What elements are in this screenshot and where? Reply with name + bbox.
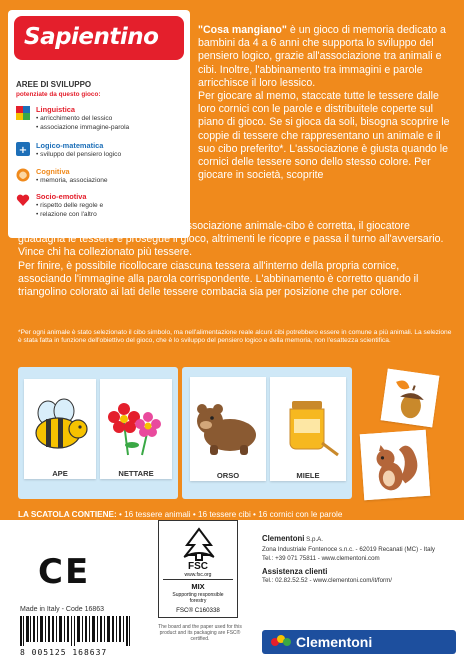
brain-icon	[16, 168, 30, 182]
sapientino-logo	[14, 16, 184, 60]
fsc-logo-text: FSC	[188, 561, 208, 572]
intro-paragraph	[198, 24, 458, 90]
fsc-tree-icon	[181, 527, 217, 561]
barcode-icon	[20, 616, 132, 646]
frame-label-nettare: NETTARE	[118, 469, 154, 478]
area-name: Logico-matematica	[36, 141, 104, 150]
game-description-continued	[18, 220, 454, 299]
frame-label-orso: ORSO	[216, 471, 240, 480]
language-blocks-icon	[16, 106, 30, 120]
made-in-text: Made in Italy - Code 16863	[20, 606, 105, 613]
frame-card	[190, 377, 266, 481]
areas-title: AREE DI SVILUPPO	[16, 80, 92, 89]
math-icon	[16, 142, 30, 156]
area-points	[36, 151, 121, 160]
fsc-note: The board and the paper used for this product and its packaging are FSC® certified.	[158, 624, 242, 642]
heart-icon	[16, 193, 30, 207]
box-contents	[18, 510, 342, 519]
area-point: • sviluppo del pensiero logico	[36, 151, 121, 160]
acorn-tile	[381, 369, 440, 428]
clementoni-mark-icon	[270, 633, 292, 651]
clementoni-logo	[262, 630, 456, 654]
area-name: Cognitiva	[36, 167, 70, 176]
area-point: • arricchimento del lessico	[36, 115, 129, 124]
area-points	[36, 202, 103, 219]
area-point: • memoria, associazione	[36, 177, 108, 186]
area-point: • relazione con l'altro	[36, 211, 103, 220]
company-name: Clementoni	[262, 534, 305, 543]
clementoni-logo-text: Clementoni	[296, 634, 373, 650]
area-point: • associazione immagine-parola	[36, 124, 129, 133]
honey-jar-illustration	[272, 389, 344, 459]
fsc-url: www.fsc.org	[184, 572, 212, 578]
squirrel-tile	[360, 430, 430, 500]
bee-illustration	[26, 389, 94, 459]
company-address: Zona Industriale Fontenoce s.n.c. - 62019 Recanati (MC) - Italy	[262, 545, 435, 553]
frame-card	[270, 377, 346, 481]
company-contact	[262, 534, 462, 586]
areas-subtitle: potenziate da questo gioco:	[16, 91, 101, 98]
fsc-divider	[163, 579, 233, 580]
fsc-mix-sub: Supporting responsible forestry	[172, 592, 224, 604]
fsc-certification	[158, 520, 238, 618]
assist-contact: Tel.: 02.82.52.52 - www.clementoni.com/it/form/	[262, 577, 392, 585]
area-points	[36, 177, 108, 186]
turn-paragraph: una coppia di tessere a turno. Se l'associazione animale-cibo è corretta, il giocatore guadagna le tessere e prosegue il gioco, altrimenti le ricopre e passa il turno all'avversario. Vince chi ha collezionato più tessere.	[18, 220, 444, 259]
area-name: Socio-emotiva	[36, 192, 87, 201]
company-suffix: S.p.A.	[304, 536, 324, 543]
development-areas-panel	[8, 10, 190, 238]
logo-text: Sapientino	[24, 24, 159, 50]
footnote: *Per ogni animale è stato selezionato il cibo simbolo, ma nell'alimentazione reale alcuni cibi potrebbero essere in comune a più animali. La selezione è stata fatta in funzione dell'obiettivo del gioco, che è lo sviluppo del pensiero logico e della memoria, non l'esattezza scientifica.	[18, 329, 452, 345]
intro-text: è un gioco di memoria dedicato a bambini da 4 a 6 anni che supporta lo sviluppo del pensiero logico, grazie all'associazione tra animali e cibi. Inoltre, l'abbinamento tra immagini e parole arricchisce il loro lessico.	[198, 24, 446, 89]
legal-strip	[0, 520, 464, 660]
game-description	[198, 24, 458, 182]
area-points	[36, 115, 129, 132]
company-name-line	[262, 534, 462, 545]
frame-label-ape: APE	[52, 469, 68, 478]
fsc-mix: MIX	[191, 582, 205, 591]
box-contents-items: • 16 tessere animali • 16 tessere cibi • 16 cornici con le parole	[118, 510, 343, 519]
bear-illustration	[192, 389, 264, 459]
flowers-illustration	[102, 389, 170, 459]
frame-card	[100, 379, 172, 479]
area-name: Linguistica	[36, 105, 76, 114]
svg-text:+: +	[18, 145, 28, 156]
frame-scene-right	[182, 367, 352, 499]
frame-scene-left	[18, 367, 178, 499]
fsc-code: FSC® C160338	[176, 607, 220, 614]
company-phone: Tel.: +39 071 75811 - www.clementoni.com	[262, 555, 380, 563]
frame-card	[24, 379, 96, 479]
barcode-number: 8 005125 168637	[20, 648, 108, 657]
rules-paragraph: Per giocare al memo, staccate tutte le tessere dalle loro cornici con le parole e distribuitele coperte sul piano di gioco. Se si gioca da soli, bisogna scoprire le coppie di tessere che rappresentano un animale e il suo cibo preferito*. L'associazione è giusta quando le cornici delle tessere sono dello stesso colore. Per giocare in società, scoprite	[198, 90, 450, 182]
game-title: "Cosa mangiano"	[198, 24, 287, 36]
squirrel-illustration	[362, 432, 428, 498]
frame-label-miele: MIELE	[296, 471, 320, 480]
area-point: • rispetto delle regole e	[36, 202, 103, 211]
ce-mark: CE	[38, 552, 91, 592]
assist-title: Assistenza clienti	[262, 566, 328, 576]
box-contents-label: LA SCATOLA CONTIENE:	[18, 510, 117, 519]
ending-paragraph: Per finire, è possibile ricollocare ciascuna tessera all'interno della propria cornice, associando l'immagine alla parola corrispondente. L'abbinamento è corretto quando il triangolino colorato ai lati delle tessere combacia sia per posizione che per colore.	[18, 259, 419, 299]
acorn-illustration	[383, 371, 437, 425]
